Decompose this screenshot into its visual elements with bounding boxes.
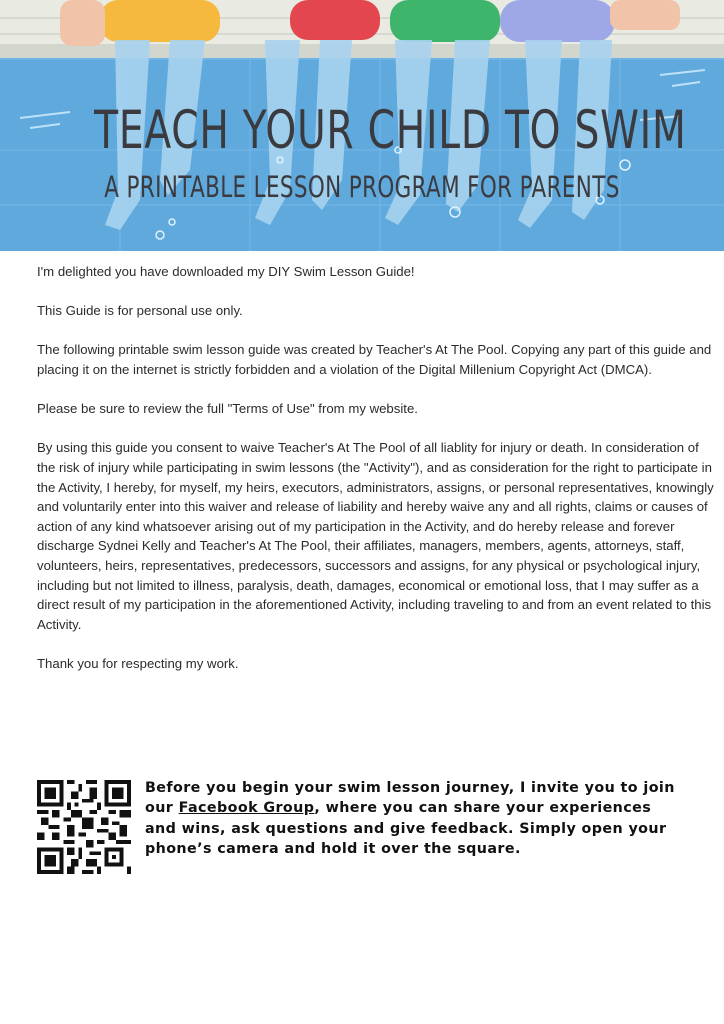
guide-text bbox=[37, 262, 717, 693]
header-banner bbox=[0, 0, 724, 251]
page-title: TEACH YOUR CHILD TO SWIM bbox=[94, 100, 687, 161]
intro-paragraph: I'm delighted you have downloaded my DIY Swim Lesson Guide! bbox=[37, 264, 415, 279]
facebook-group-link[interactable]: Facebook Group bbox=[178, 800, 315, 817]
waiver-paragraph: By using this guide you consent to waive Teacher's At The Pool of all liablity for injury or death. In consideration of the risk of injury while participating in swim lessons (the "Activity"), and as consideration for the right to participate in the Activity, I hereby, for myself, my heirs, executors, administrators, assigns, or personal representatives, knowingly and voluntarily enter into this waiver and release of liability and hereby waive any and all rights, claims or causes of action of any kind whatsoever arising out of my participation in the Activity, and do hereby release and forever discharge Sydnei Kelly and Teacher's At The Pool, their affiliates, managers, members, agents, attorneys, staff, volunteers, heirs, representatives, predecessors, successors and assigns, for any physical or psychological injury, including but not limited to illness, paralysis, death, damages, economical or emotional loss, that I may suffer as a direct result of my participation in the aforementioned Activity, including traveling to and from an event related to this Activity. bbox=[37, 440, 714, 632]
copyright-paragraph: The following printable swim lesson guide was created by Teacher's At The Pool. Copying any part of this guide and placing it on the internet is strictly forbidden and a violation of the Digital Millenium Copyright Act (DMCA). bbox=[37, 342, 712, 377]
thanks-paragraph: Thank you for respecting my work. bbox=[37, 655, 239, 671]
qr-code-icon[interactable] bbox=[37, 780, 131, 874]
invite-text-start: Before you begin your swim lesson journey, I invite you to join our bbox=[145, 780, 675, 817]
page-subtitle: A PRINTABLE LESSON PROGRAM FOR PARENTS bbox=[104, 170, 620, 204]
invite-text-end: , where you can share your experiences and wins, ask questions and give feedback. Simply open your phone’s camera and hold it over the square. bbox=[145, 800, 667, 857]
terms-paragraph: Please be sure to review the full "Terms of Use" from my website. bbox=[37, 401, 418, 417]
facebook-invite bbox=[145, 778, 685, 859]
personal-use-paragraph: This Guide is for personal use only. bbox=[37, 303, 243, 319]
